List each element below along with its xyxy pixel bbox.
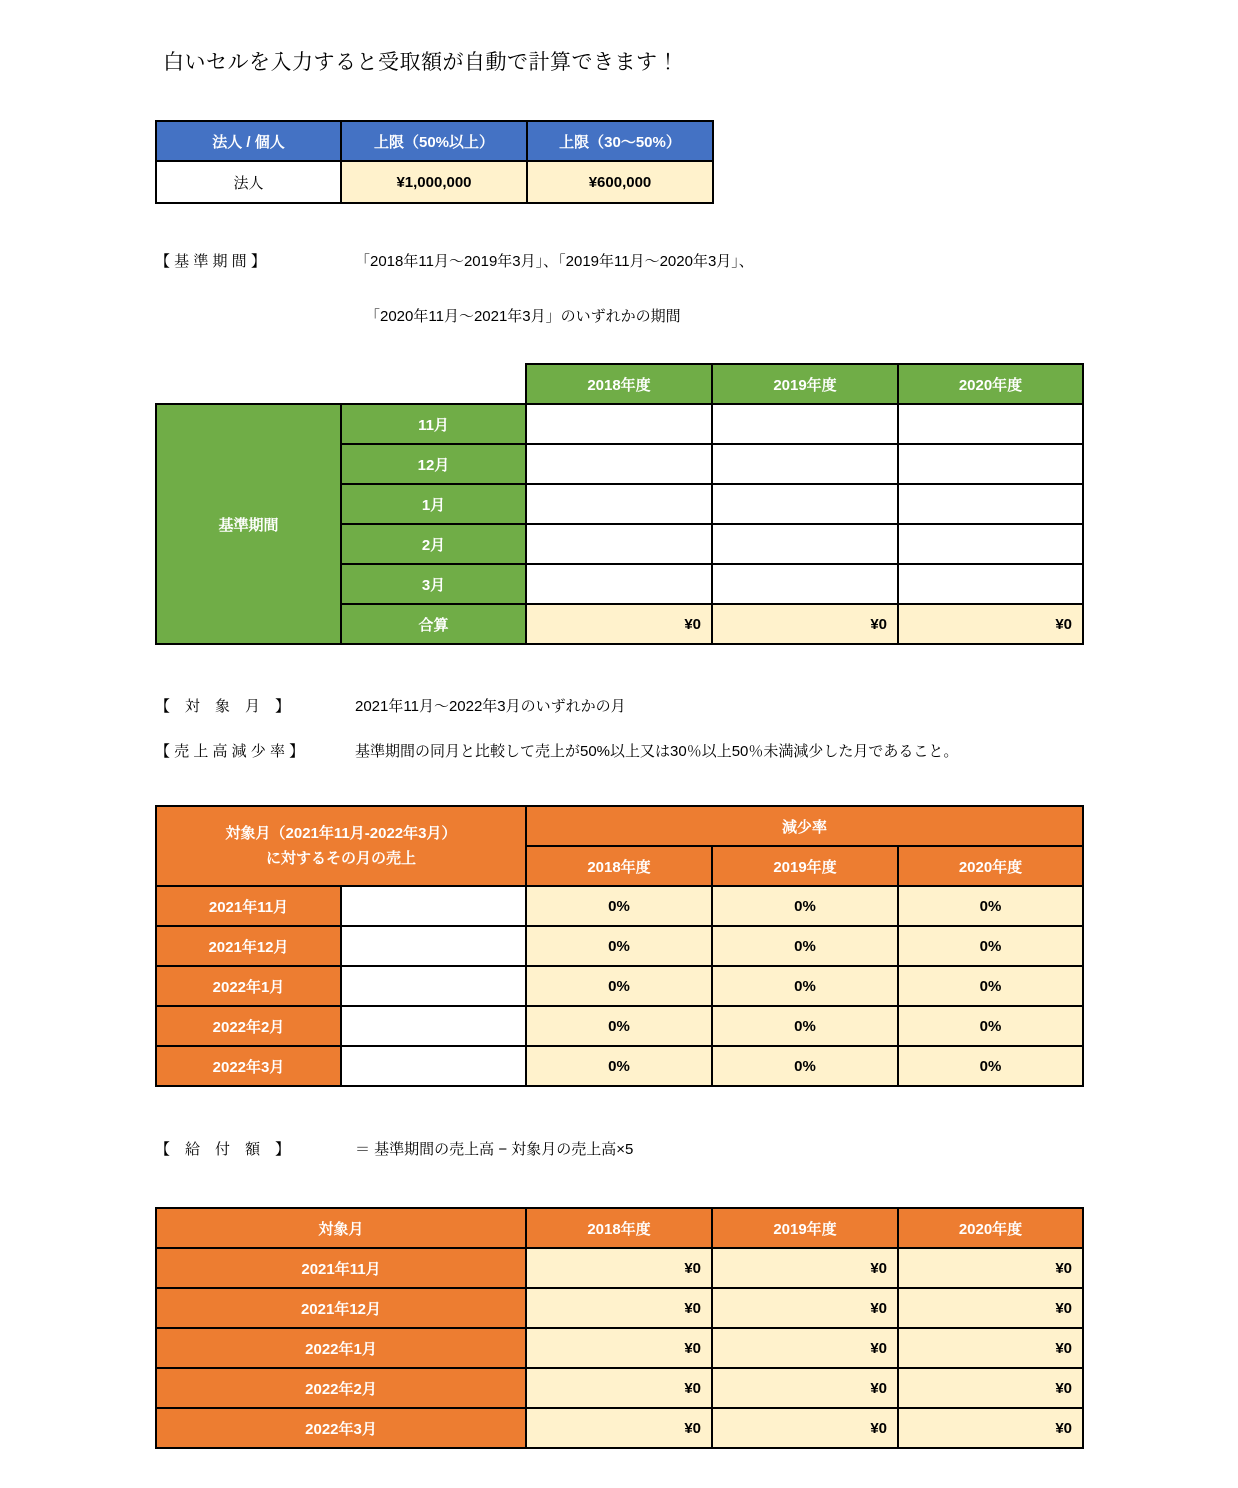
limits-table [155,120,714,204]
rate-row-label: 2022年2月 [156,1006,341,1046]
payment-row-label: 2022年1月 [156,1328,526,1368]
rate-cell: 0% [898,966,1083,1006]
rate-cell: 0% [898,1006,1083,1046]
rate-cell: 0% [526,886,712,926]
payment-cell: ¥0 [712,1288,898,1328]
payment-cell: ¥0 [898,1408,1083,1448]
rate-row [156,1046,1083,1086]
base-year-header-2020: 2020年度 [898,364,1083,404]
rate-row [156,1006,1083,1046]
payment-cell: ¥0 [712,1328,898,1368]
input-cell-2019-mar[interactable] [526,564,712,604]
page-title: 白いセルを入力すると受取額が自動で計算できます！ [163,51,679,74]
rate-cell: 0% [898,886,1083,926]
payment-section-line [155,1138,633,1159]
payment-row-label: 2022年2月 [156,1368,526,1408]
base-month-label: 11月 [341,404,526,444]
limits-header-row [156,121,713,161]
payment-cell: ¥0 [898,1248,1083,1288]
rate-year-header-2020: 2020年度 [898,846,1083,886]
payment-table [155,1207,1084,1449]
limits-data-row [156,161,713,203]
rate-row-label: 2021年12月 [156,926,341,966]
rate-cell: 0% [526,1006,712,1046]
payment-cell: ¥0 [712,1368,898,1408]
rate-cell: 0% [712,1046,898,1086]
base-month-label: 12月 [341,444,526,484]
base-total-label: 合算 [341,604,526,644]
input-cell-2020-dec[interactable] [898,444,1083,484]
input-cell-2020-jan[interactable] [712,484,898,524]
payment-row [156,1328,1083,1368]
rate-row-label: 2021年11月 [156,886,341,926]
limit-50plus-cell: ¥1,000,000 [341,161,527,203]
base-total-2018: ¥0 [526,604,712,644]
base-period-label: 【 基 準 期 間 】 [155,253,266,270]
sales-input-cell-nov[interactable] [341,886,526,926]
limits-header-50plus: 上限（50%以上） [341,121,527,161]
target-month-label: 【 対 象 月 】 [155,698,291,715]
rate-cell: 0% [898,1046,1083,1086]
rate-header-row-1 [156,806,1083,846]
input-cell-2021-feb[interactable] [898,524,1083,564]
rate-cell: 0% [526,966,712,1006]
payment-cell: ¥0 [526,1248,712,1288]
rate-cell: 0% [712,1006,898,1046]
payment-row [156,1408,1083,1448]
input-cell-2019-jan[interactable] [526,484,712,524]
base-year-header-row [156,364,1083,404]
payment-year-header-2020: 2020年度 [898,1208,1083,1248]
input-cell-2018-nov[interactable] [526,404,712,444]
rate-left-header-line1: 対象月（2021年11月-2022年3月） [225,824,457,842]
payment-header-row [156,1208,1083,1248]
base-year-header-2019: 2019年度 [712,364,898,404]
payment-row [156,1368,1083,1408]
target-month-text: 2021年11月〜2022年3月のいずれかの月 [355,698,626,715]
rate-left-header-line2: に対するその月の売上 [265,850,416,867]
base-month-label: 1月 [341,484,526,524]
sales-input-cell-dec[interactable] [341,926,526,966]
sales-input-cell-mar[interactable] [341,1046,526,1086]
payment-year-header-2018: 2018年度 [526,1208,712,1248]
payment-cell: ¥0 [712,1248,898,1288]
entity-cell: 法人 [156,161,341,203]
rate-cell: 0% [712,926,898,966]
rate-cell: 0% [526,926,712,966]
base-period-section-line1 [155,250,754,271]
base-total-2020: ¥0 [898,604,1083,644]
rate-table [155,805,1084,1087]
base-row-nov [156,404,1083,444]
rate-left-header [156,806,526,886]
payment-cell: ¥0 [898,1288,1083,1328]
input-cell-2019-dec[interactable] [712,444,898,484]
input-cell-2021-jan[interactable] [898,484,1083,524]
payment-row [156,1248,1083,1288]
input-cell-2020-nov[interactable] [898,404,1083,444]
base-total-2019: ¥0 [712,604,898,644]
rate-cell: 0% [898,926,1083,966]
rate-row-label: 2022年1月 [156,966,341,1006]
payment-cell: ¥0 [898,1328,1083,1368]
input-cell-2019-nov[interactable] [712,404,898,444]
limits-header-entity: 法人 / 個人 [156,121,341,161]
payment-row-label: 2021年11月 [156,1248,526,1288]
payment-label: 【 給 付 額 】 [155,1141,291,1158]
payment-row [156,1288,1083,1328]
base-group-label: 基準期間 [156,404,341,644]
base-period-text-line2: 「2020年11月〜2021年3月」のいずれかの期間 [365,308,681,325]
rate-row-label: 2022年3月 [156,1046,341,1086]
base-month-label: 3月 [341,564,526,604]
sales-input-cell-feb[interactable] [341,1006,526,1046]
rate-cell: 0% [712,886,898,926]
base-period-text-line1: 「2018年11月〜2019年3月」、「2019年11月〜2020年3月」、 [355,253,754,270]
base-year-header-2018: 2018年度 [526,364,712,404]
rate-row [156,886,1083,926]
payment-cell: ¥0 [526,1408,712,1448]
input-cell-2021-mar[interactable] [898,564,1083,604]
payment-cell: ¥0 [526,1328,712,1368]
base-month-label: 2月 [341,524,526,564]
rate-cell: 0% [712,966,898,1006]
decline-rate-text: 基準期間の同月と比較して売上が50%以上又は30％以上50％未満減少した月であること。 [355,743,959,760]
input-cell-2018-dec[interactable] [526,444,712,484]
target-month-section-line [155,695,626,716]
payment-cell: ¥0 [898,1368,1083,1408]
payment-row-label: 2022年3月 [156,1408,526,1448]
rate-row [156,926,1083,966]
base-period-section-line2 [365,305,681,326]
decline-rate-section-line [155,740,958,761]
payment-formula: ＝ 基準期間の売上高 − 対象月の売上高×5 [355,1141,634,1158]
limits-header-30-50: 上限（30〜50%） [527,121,713,161]
payment-year-header-2019: 2019年度 [712,1208,898,1248]
decline-rate-label: 【 売 上 高 減 少 率 】 [155,743,305,760]
base-header-spacer [156,364,526,404]
payment-cell: ¥0 [526,1288,712,1328]
rate-year-header-2018: 2018年度 [526,846,712,886]
rate-year-header-2019: 2019年度 [712,846,898,886]
rate-row [156,966,1083,1006]
rate-cell: 0% [526,1046,712,1086]
sales-input-cell-jan[interactable] [341,966,526,1006]
rate-header: 減少率 [526,806,1083,846]
input-cell-2019-feb[interactable] [526,524,712,564]
payment-cell: ¥0 [526,1368,712,1408]
base-period-table [155,363,1084,645]
payment-header-label: 対象月 [156,1208,526,1248]
input-cell-2020-feb[interactable] [712,524,898,564]
payment-row-label: 2021年12月 [156,1288,526,1328]
limit-30-50-cell: ¥600,000 [527,161,713,203]
payment-cell: ¥0 [712,1408,898,1448]
input-cell-2020-mar[interactable] [712,564,898,604]
